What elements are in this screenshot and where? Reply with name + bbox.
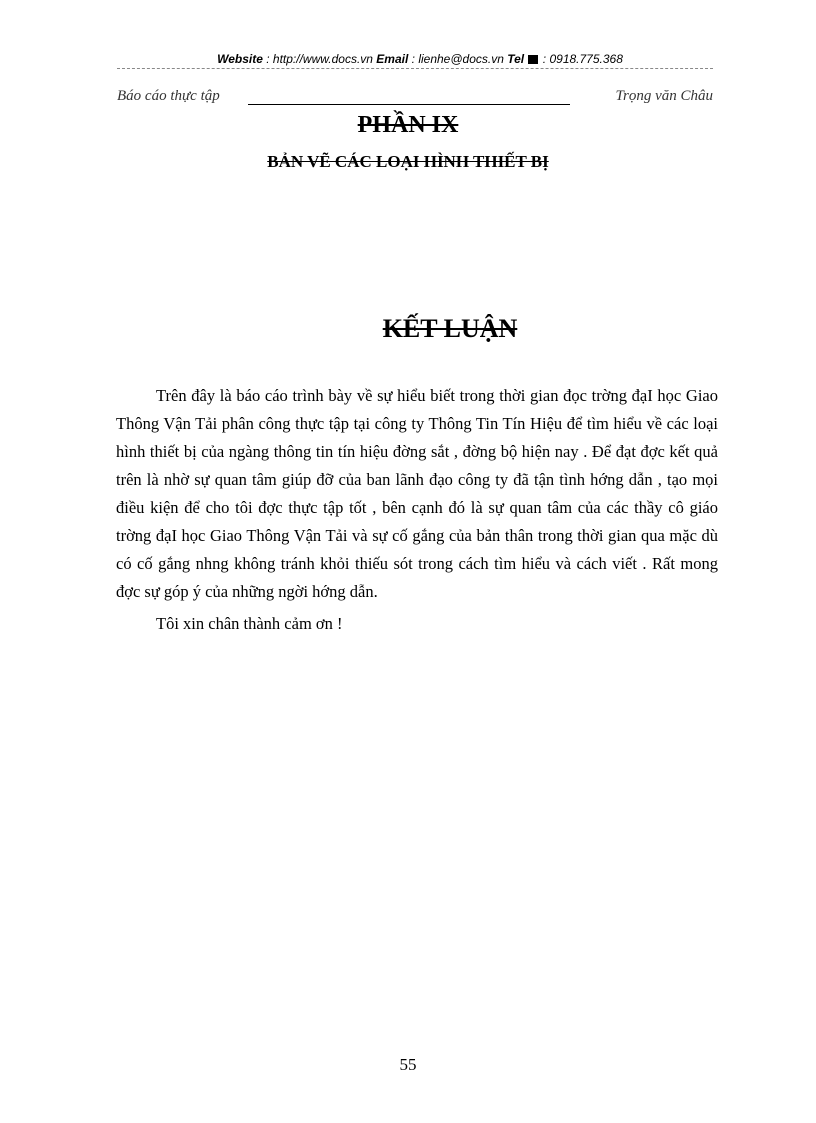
email-address[interactable]: : lienhe@docs.vn (408, 52, 508, 66)
phone-icon (528, 55, 538, 64)
email-label: Email (376, 52, 409, 66)
report-header (117, 88, 713, 110)
report-header-left: Báo cáo thực tập (117, 88, 220, 104)
tel-number: : 0918.775.368 (539, 52, 623, 66)
website-label: Website (217, 52, 263, 66)
report-header-rule (248, 104, 570, 105)
page-number: 55 (399, 1055, 417, 1074)
part-title: PHẦN IX (357, 112, 459, 138)
conclusion-body (116, 382, 718, 638)
tel-label: Tel (507, 52, 525, 66)
conclusion-paragraph: Trên đây là báo cáo trình bày về sự hiểu biết trong thời gian đọc trờng đạI học Giao Thông Vận Tải phân công thực tập tại công ty Thông Tin Tín Hiệu để tìm hiểu về các loại hình thiết bị của ngàng thông tin tín hiệu đờng sắt , đờng bộ hiện nay . Để đạt đợc kết quả trên là nhờ sự quan tâm giúp đỡ của ban lãnh đạo công ty đã tận tình hớng dẫn , tạo mọi điều kiện để cho tôi đợc thực tập tốt , bên cạnh đó là sự quan tâm của các thầy cô giáo trờng đạI học Giao Thông Vận Tải và sự cố gắng của bản thân trong thời gian qua mặc dù có cố gắng nhng không tránh khỏi thiếu sót trong cách tìm hiểu và cách viết . Rất mong đợc sự góp ý của những ngời hớng dẫn. (116, 386, 718, 601)
website-url[interactable]: : http://www.docs.vn (262, 52, 377, 66)
conclusion-title: KẾT LUẬN (382, 314, 518, 343)
header-divider (117, 68, 713, 69)
closing-sentence: Tôi xin chân thành cảm ơn ! (156, 614, 343, 633)
report-header-right: Trọng văn Châu (615, 88, 713, 104)
website-header (120, 52, 720, 66)
part-subtitle: BẢN VẼ CÁC LOẠI HÌNH THIẾT BỊ (267, 152, 549, 171)
